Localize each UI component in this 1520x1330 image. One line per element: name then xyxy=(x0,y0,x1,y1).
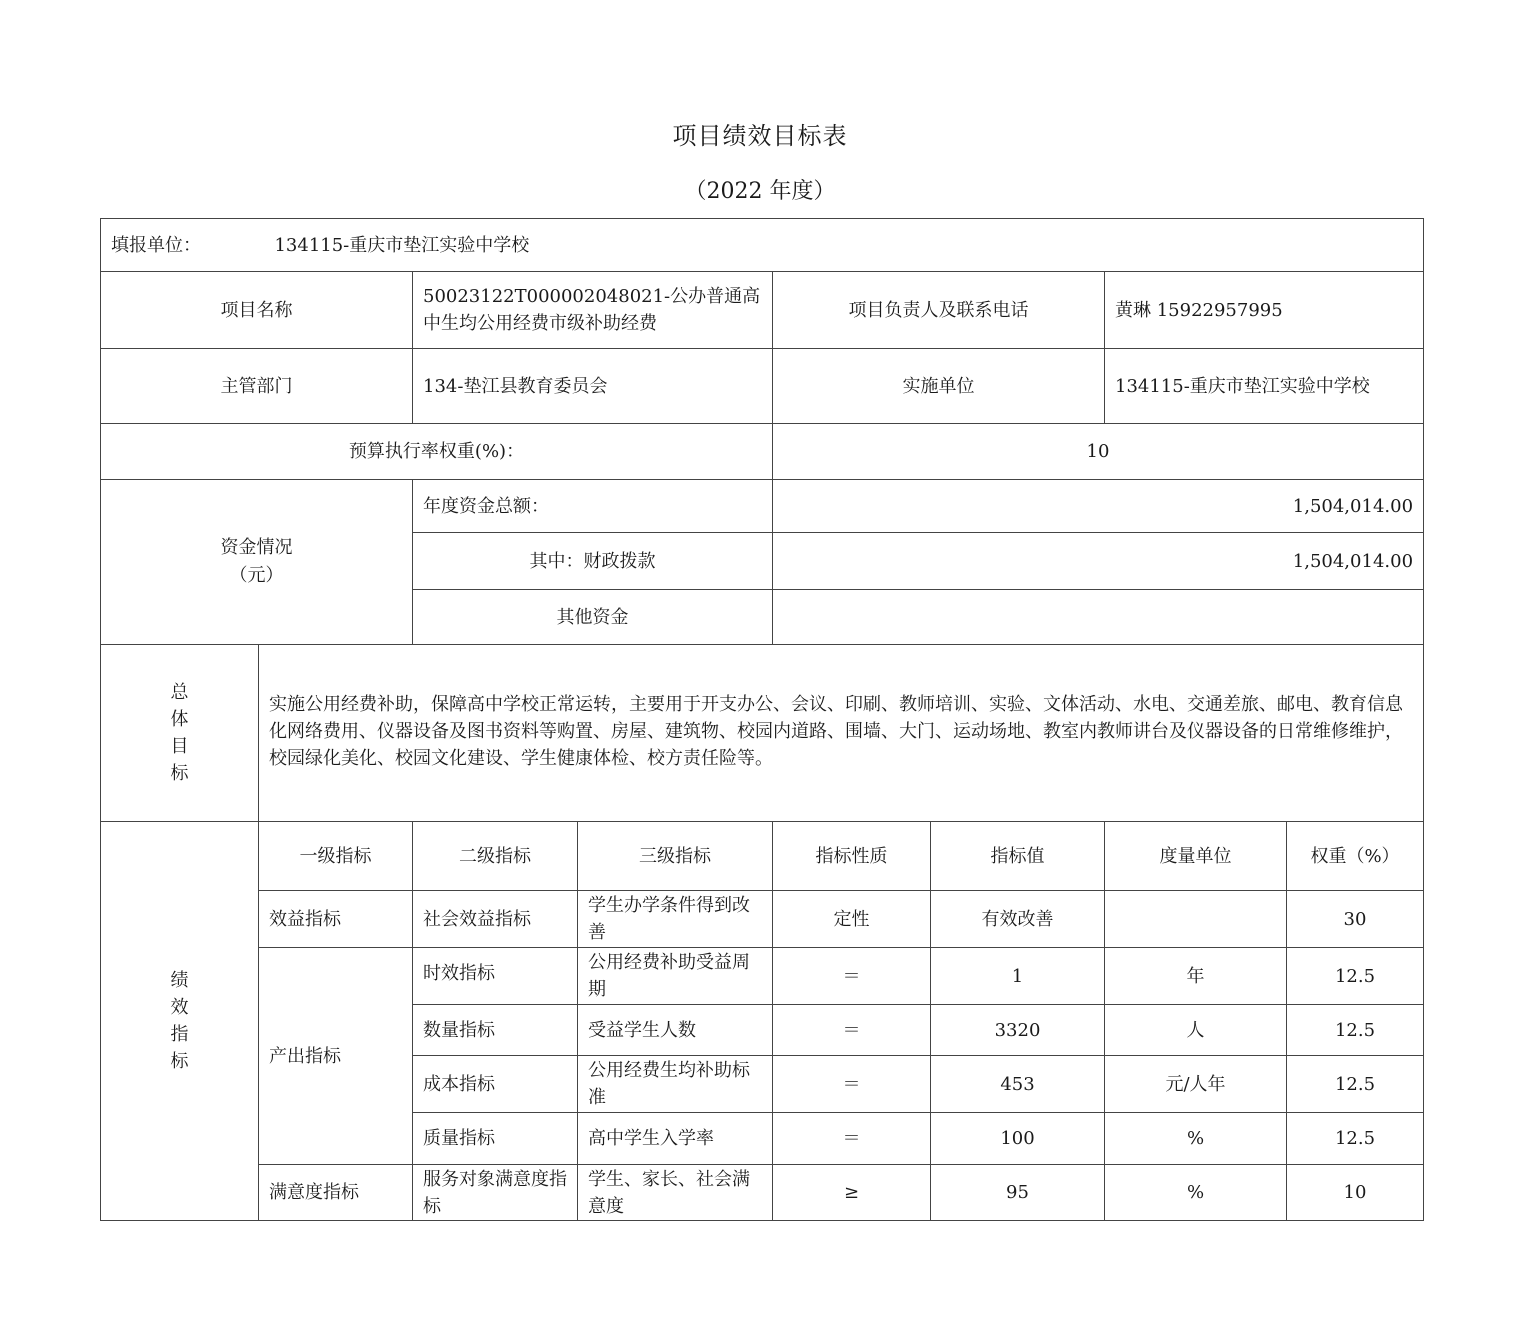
cell-nature: ＝ xyxy=(773,948,931,1005)
cell-level2: 时效指标 xyxy=(413,948,578,1005)
funding-label-line1: 资金情况 xyxy=(220,537,293,558)
department-value: 134-垫江县教育委员会 xyxy=(413,349,773,424)
reporting-unit-label: 填报单位： xyxy=(111,234,201,256)
cell-value: 100 xyxy=(931,1113,1105,1165)
project-contact-label: 项目负责人及联系电话 xyxy=(773,272,1105,349)
project-contact-value: 黄琳 15922957995 xyxy=(1105,272,1424,349)
cell-value: 1 xyxy=(931,948,1105,1005)
cell-value: 95 xyxy=(931,1165,1105,1221)
header-level1: 一级指标 xyxy=(259,822,413,891)
cell-level2: 服务对象满意度指标 xyxy=(413,1165,578,1221)
header-level3: 三级指标 xyxy=(578,822,773,891)
overall-goal-char: 标 xyxy=(170,763,189,784)
cell-level1: 效益指标 xyxy=(259,891,413,948)
funding-label xyxy=(101,480,413,645)
fiscal-appropriation-label: 其中：财政拨款 xyxy=(413,533,773,590)
table-row xyxy=(101,948,1424,1005)
header-nature: 指标性质 xyxy=(773,822,931,891)
cell-level3: 高中学生入学率 xyxy=(578,1113,773,1165)
annual-total-label: 年度资金总额： xyxy=(413,480,773,533)
cell-unit: 元/人年 xyxy=(1105,1056,1287,1113)
cell-weight: 30 xyxy=(1287,891,1424,948)
performance-target-table xyxy=(100,218,1424,1221)
project-name-label: 项目名称 xyxy=(101,272,413,349)
cell-weight: 10 xyxy=(1287,1165,1424,1221)
cell-level3: 公用经费生均补助标准 xyxy=(578,1056,773,1113)
cell-weight: 12.5 xyxy=(1287,1113,1424,1165)
fiscal-appropriation-value: 1,504,014.00 xyxy=(773,533,1424,590)
department-label: 主管部门 xyxy=(101,349,413,424)
header-weight: 权重（%） xyxy=(1287,822,1424,891)
cell-value: 有效改善 xyxy=(931,891,1105,948)
cell-nature: ＝ xyxy=(773,1056,931,1113)
indicators-char: 效 xyxy=(170,997,189,1018)
cell-weight: 12.5 xyxy=(1287,948,1424,1005)
indicators-char: 绩 xyxy=(170,970,189,991)
cell-level3: 学生办学条件得到改善 xyxy=(578,891,773,948)
page-subtitle: （2022 年度） xyxy=(684,179,836,204)
other-funds-value xyxy=(773,590,1424,645)
cell-unit: % xyxy=(1105,1165,1287,1221)
cell-weight: 12.5 xyxy=(1287,1056,1424,1113)
indicators-char: 指 xyxy=(170,1024,189,1045)
funding-label-line2: （元） xyxy=(229,565,284,586)
cell-unit xyxy=(1105,891,1287,948)
cell-level3: 公用经费补助受益周期 xyxy=(578,948,773,1005)
indicators-char: 标 xyxy=(170,1051,189,1072)
cell-level3: 学生、家长、社会满意度 xyxy=(578,1165,773,1221)
cell-level1: 满意度指标 xyxy=(259,1165,413,1221)
cell-value: 453 xyxy=(931,1056,1105,1113)
table-row xyxy=(101,1165,1424,1221)
implementing-unit-value: 134115-重庆市垫江实验中学校 xyxy=(1105,349,1424,424)
header-level2: 二级指标 xyxy=(413,822,578,891)
overall-goal-char: 总 xyxy=(170,682,189,703)
reporting-unit-value: 134115-重庆市垫江实验中学校 xyxy=(274,234,530,256)
table-row xyxy=(101,891,1424,948)
overall-goal-text: 实施公用经费补助，保障高中学校正常运转，主要用于开支办公、会议、印刷、教师培训、实验、文体活动、水电、交通差旅、邮电、教育信息化网络费用、仪器设备及图书资料等购置、房屋、建筑物、校园内道路、围墙、大门、运动场地、教室内教师讲台及仪器设备的日常维修维护，校园绿化美化、校园文化建设、学生健康体检、校方责任险等。 xyxy=(259,645,1424,822)
cell-unit: % xyxy=(1105,1113,1287,1165)
budget-weight-label: 预算执行率权重(%)： xyxy=(101,424,773,480)
reporting-unit-row xyxy=(101,219,1424,272)
indicators-label xyxy=(101,822,259,1221)
cell-level2: 成本指标 xyxy=(413,1056,578,1113)
header-unit: 度量单位 xyxy=(1105,822,1287,891)
cell-unit: 年 xyxy=(1105,948,1287,1005)
cell-unit: 人 xyxy=(1105,1005,1287,1056)
overall-goal-label xyxy=(101,645,259,822)
cell-nature: ＝ xyxy=(773,1113,931,1165)
annual-total-value: 1,504,014.00 xyxy=(773,480,1424,533)
cell-level2: 数量指标 xyxy=(413,1005,578,1056)
implementing-unit-label: 实施单位 xyxy=(773,349,1105,424)
overall-goal-char: 目 xyxy=(170,736,189,757)
cell-value: 3320 xyxy=(931,1005,1105,1056)
cell-level2: 质量指标 xyxy=(413,1113,578,1165)
cell-level1: 产出指标 xyxy=(259,948,413,1165)
cell-nature: ≥ xyxy=(773,1165,931,1221)
overall-goal-char: 体 xyxy=(170,709,189,730)
cell-nature: 定性 xyxy=(773,891,931,948)
cell-weight: 12.5 xyxy=(1287,1005,1424,1056)
cell-level2: 社会效益指标 xyxy=(413,891,578,948)
page-title: 项目绩效目标表 xyxy=(672,122,848,150)
header-value: 指标值 xyxy=(931,822,1105,891)
budget-weight-value: 10 xyxy=(773,424,1424,480)
cell-level3: 受益学生人数 xyxy=(578,1005,773,1056)
other-funds-label: 其他资金 xyxy=(413,590,773,645)
cell-nature: ＝ xyxy=(773,1005,931,1056)
project-name-value: 50023122T000002048021-公办普通高中生均公用经费市级补助经费 xyxy=(413,272,773,349)
